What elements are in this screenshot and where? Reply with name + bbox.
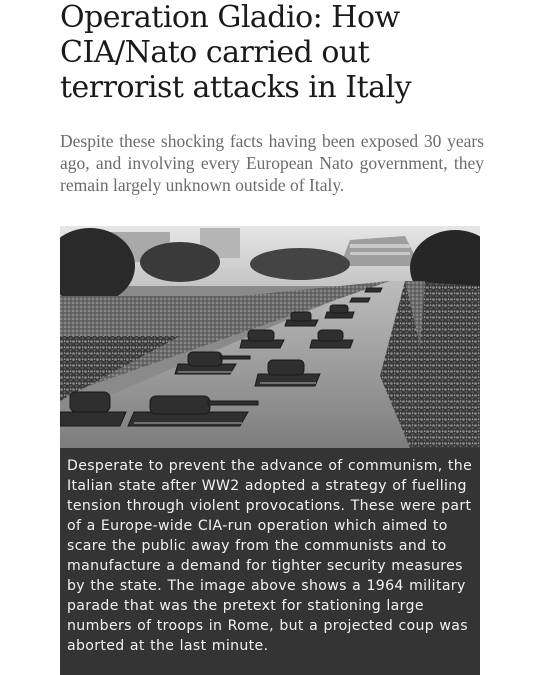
- article-headline: Operation Gladio: How CIA/Nato carried out terrorist attacks in Italy: [60, 0, 412, 105]
- image-caption: Desperate to prevent the advance of communism, the Italian state after WW2 adopted a strategy of fuelling tension through violent provocations. These were part of a Europe-wide CIA-run operation which aimed to scare the public away from the communists and to manufacture a demand for tighter security measures by the state. The image above shows a 1964 military parade that was the pretext for stationing large numbers of troops in Rome, but a projected coup was aborted at the last minute.: [67, 458, 473, 654]
- military-parade-photo: [60, 226, 480, 448]
- image-caption-box: [60, 448, 480, 675]
- article-standfirst: Despite these shocking facts having been exposed 30 years ago, and involving every European Nato government, they remain largely unknown outside of Italy.: [60, 131, 484, 195]
- photo-illustration: [60, 226, 480, 448]
